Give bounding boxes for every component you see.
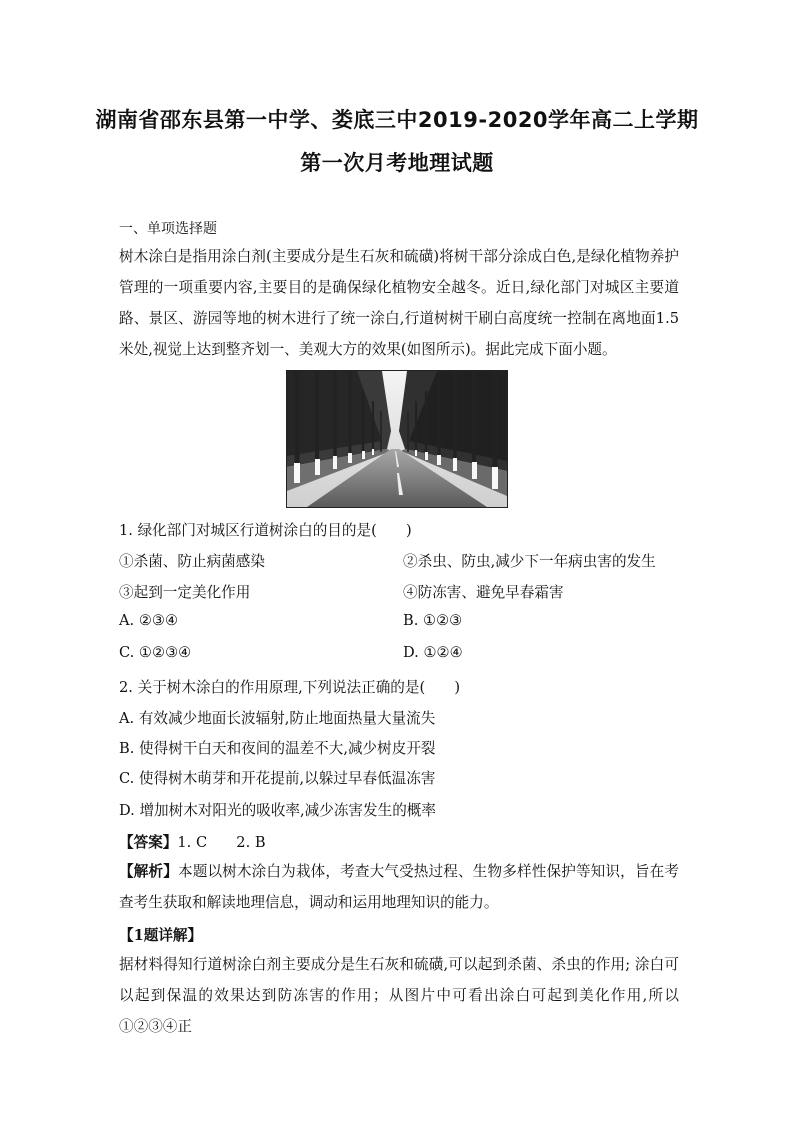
passage-text: 树木涂白是指用涂白剂(主要成分是生石灰和硫磺)将树干部分涂成白色,是绿化植物养护管理的一项重要内容,主要目的是确保绿化植物安全越冬。近日,绿化部门对城区主要道路、景区、游园等地的树木进行了统一涂白,行道树树干刷白高度统一控制在离地面1.5米处,视觉上达到整齐划一、美观大方的效果(如图所示)。据此完成下面小题。 xyxy=(119,248,679,358)
q2-option-a: A. 有效减少地面长波辐射,防止地面热量大量流失 xyxy=(119,710,436,727)
detail-text: 据材料得知行道树涂白剂主要成分是生石灰和硫磺,可以起到杀菌、杀虫的作用; 涂白可以起到保温的效果达到防冻害的作用；从图片中可看出涂白可起到美化作用,所以①②③④正 xyxy=(119,956,679,1035)
title-line-2: 第一次月考地理试题 xyxy=(300,151,494,175)
q1-item-4: ④防冻害、避免早春霜害 xyxy=(403,584,564,601)
analysis-paragraph xyxy=(119,856,679,918)
q1-option-d: D. ①②④ xyxy=(403,644,463,661)
tree-road-photo xyxy=(286,370,508,508)
section-heading: 一、单项选择题 xyxy=(119,221,217,237)
detail-label: 【1题详解】 xyxy=(119,927,203,944)
title-line-1: 湖南省邵东县第一中学、娄底三中2019-2020学年高二上学期 xyxy=(95,108,699,132)
q1-item-1: ①杀菌、防止病菌感染 xyxy=(119,553,265,570)
analysis-label: 【解析】 xyxy=(119,863,178,880)
q1-option-b: B. ①②③ xyxy=(403,612,463,629)
detail-heading xyxy=(119,924,202,945)
q2-stem: 2. 关于树木涂白的作用原理,下列说法正确的是( ) xyxy=(119,679,461,696)
q1-stem: 1. 绿化部门对城区行道树涂白的目的是( ) xyxy=(119,522,412,539)
q2-option-d: D. 增加树木对阳光的吸收率,减少冻害发生的概率 xyxy=(119,802,436,819)
tree-road-image xyxy=(287,371,507,507)
answer-label: 【答案】 xyxy=(119,834,178,851)
answer-line xyxy=(119,831,266,852)
q1-item-2: ②杀虫、防虫,减少下一年病虫害的发生 xyxy=(403,553,656,570)
q1-item-3: ③起到一定美化作用 xyxy=(119,584,251,601)
q2-option-c: C. 使得树木萌芽和开花提前,以躲过早春低温冻害 xyxy=(119,770,436,787)
answer-text: 1. C 2. B xyxy=(177,834,266,851)
q1-option-a: A. ②③④ xyxy=(119,612,179,629)
analysis-text: 本题以树木涂白为栽体，考查大气受热过程、生物多样性保护等知识，旨在考查考生获取和解读地理信息，调动和运用地理知识的能力。 xyxy=(119,863,679,911)
q2-option-b: B. 使得树干白天和夜间的温差不大,减少树皮开裂 xyxy=(119,740,436,757)
q1-option-c: C. ①②③④ xyxy=(119,644,192,661)
